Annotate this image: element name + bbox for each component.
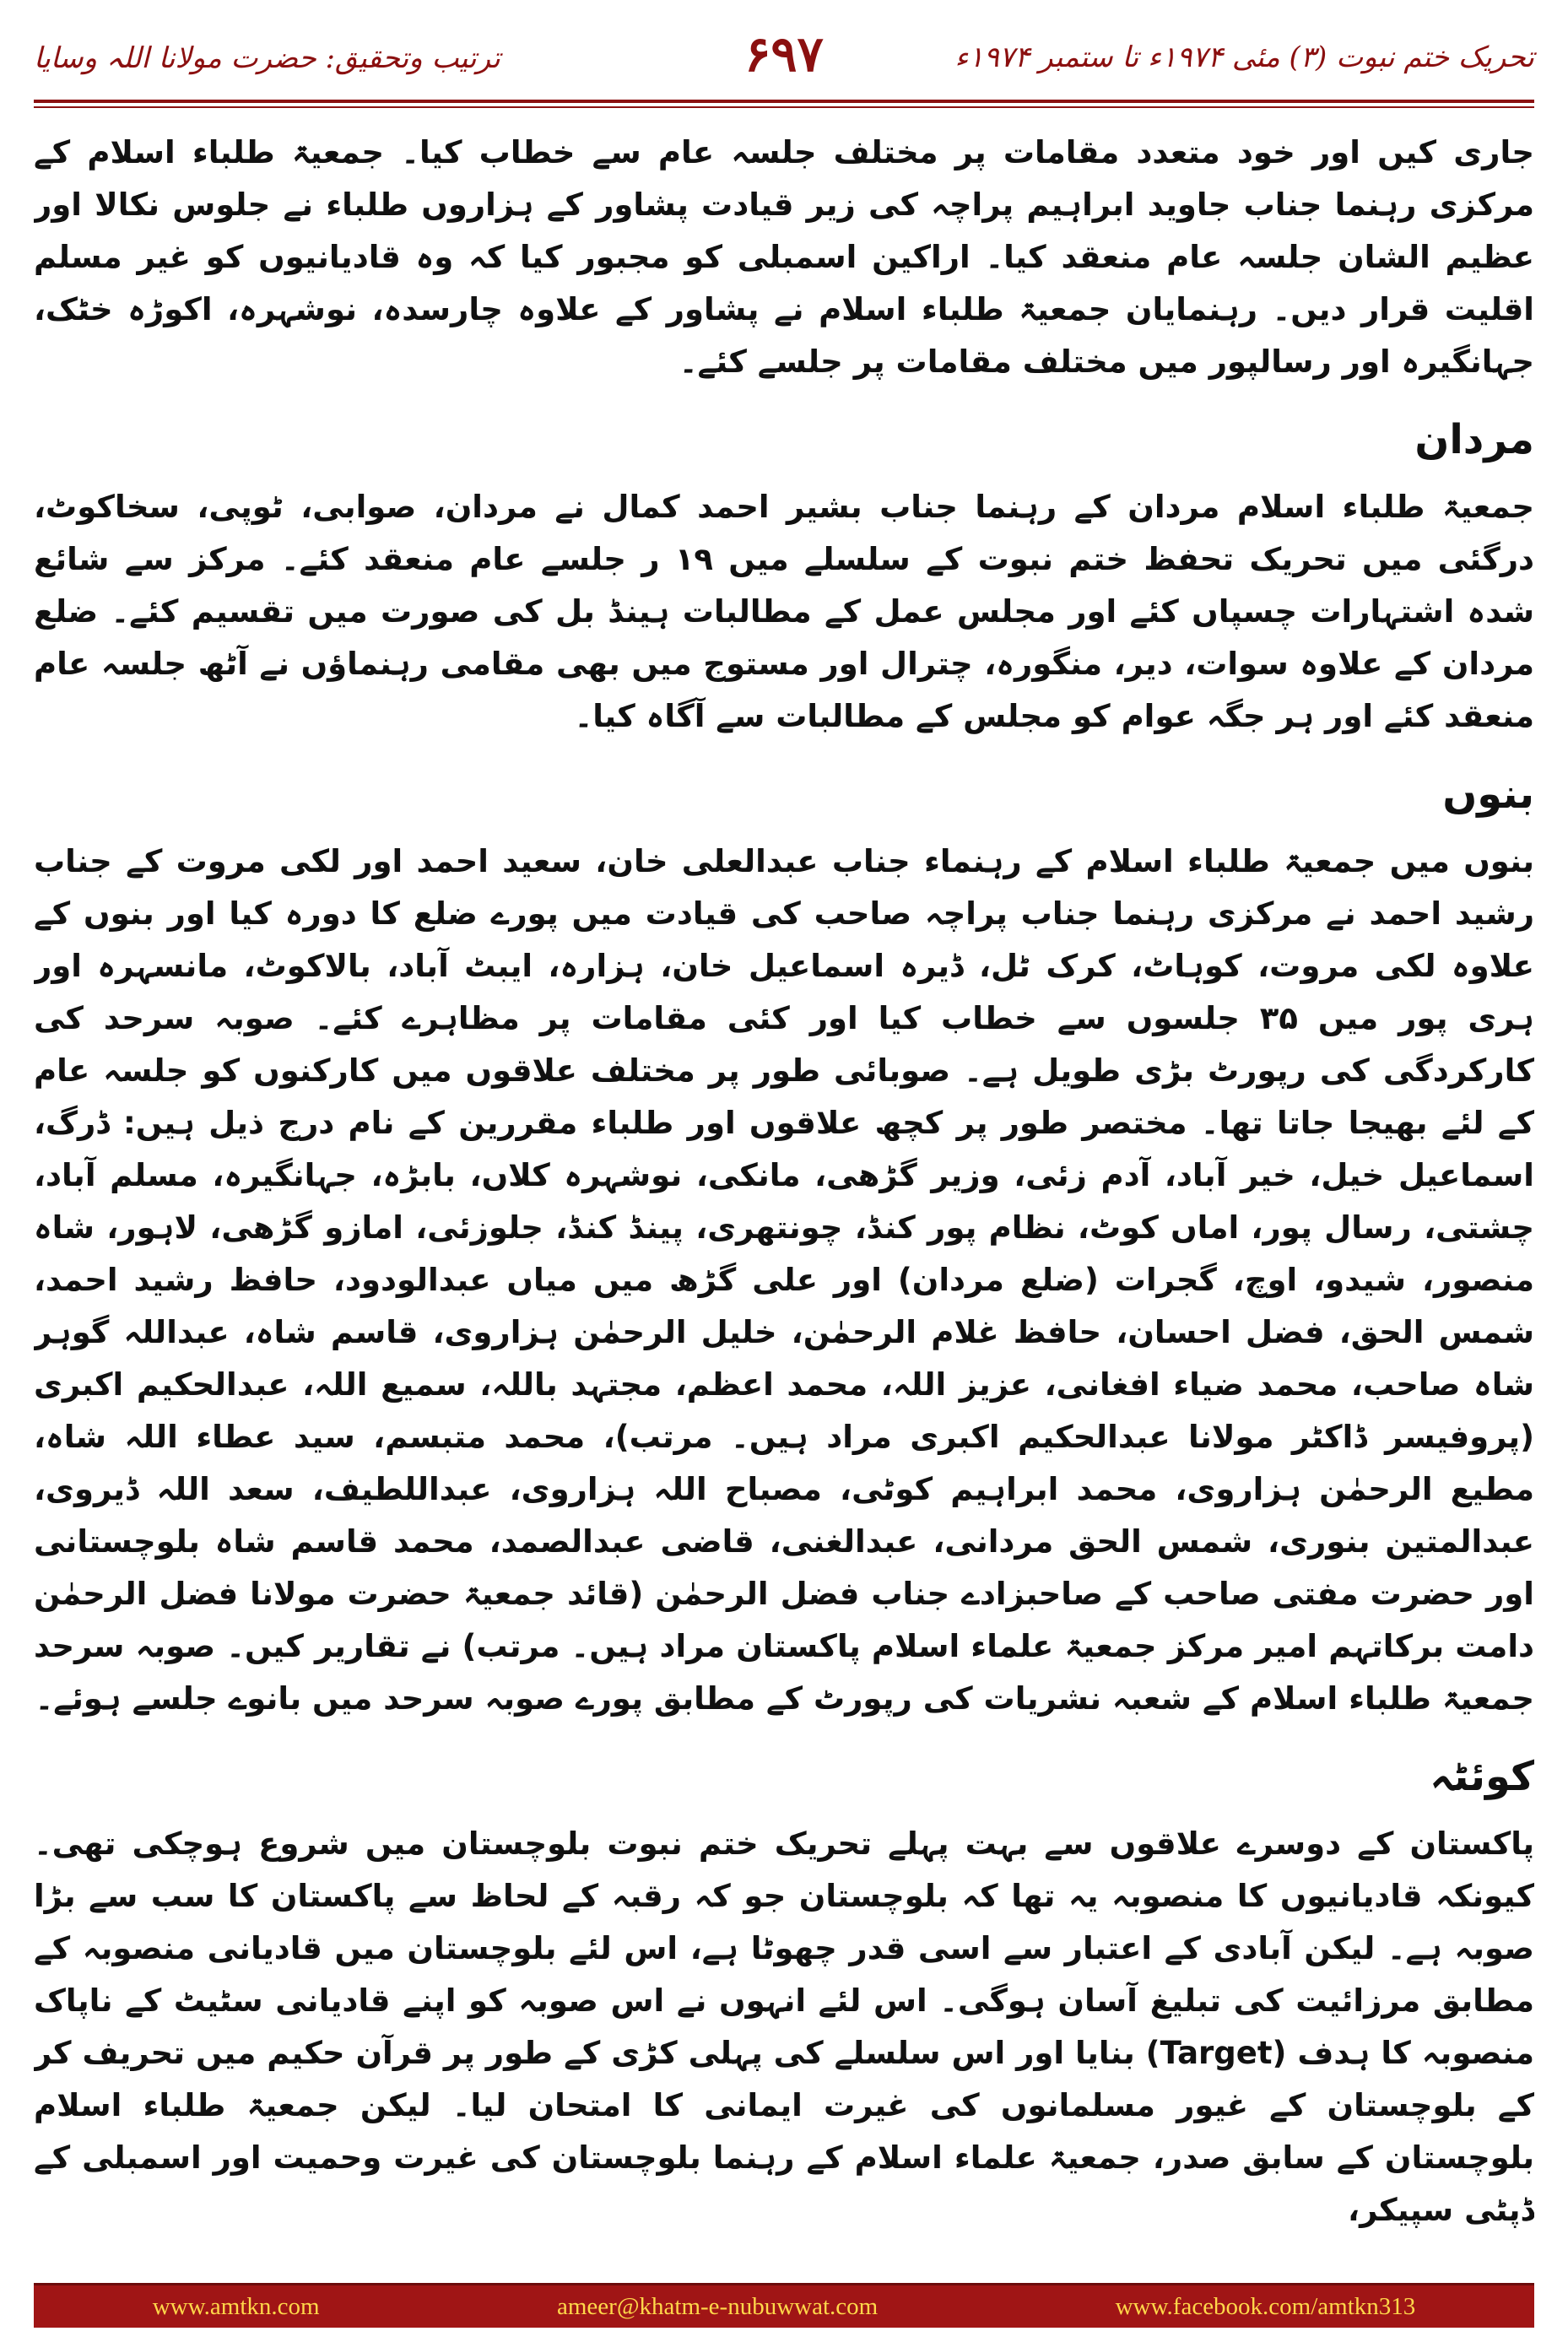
header-rule xyxy=(34,100,1534,103)
page-body xyxy=(34,127,1534,2245)
paragraph-bannu: بنوں میں جمعیۃ طلباء اسلام کے رہنماء جناب عبدالعلی خان، سعید احمد اور لکی مروت کے جناب رشید احمد نے مرکزی رہنما جناب پراچہ صاحب کی قیادت میں پورے ضلع کا دورہ کیا اور بنوں کے علاوہ لکی مروت، کوہاٹ، کرک ٹل، ڈیرہ اسماعیل خان، ہزارہ، ایبٹ آباد، بالاکوٹ، مانسہرہ اور ہری پور میں ۳۵ جلسوں سے خطاب کیا اور کئی مقامات پر مظاہرے کئے۔ صوبہ سرحد کی کارکردگی کی رپورٹ بڑی طویل ہے۔ صوبائی طور پر مختلف علاقوں میں کارکنوں کو جلسہ عام کے لئے بھیجا جاتا تھا۔ مختصر طور پر کچھ علاقوں اور طلباء مقررین کے نام درج ذیل ہیں: ڈرگ، اسماعیل خیل، خیر آباد، آدم زئی، وزیر گڑھی، مانکی، نوشہرہ کلاں، بابڑہ، جہانگیرہ، مسلم آباد، چشتی، رسال پور، اماں کوٹ، نظام پور کنڈ، چونتھری، پینڈ کنڈ، جلوزئی، امازو گڑھی، لاہور، شاہ منصور، شیدو، اوچ، گجرات (ضلع مردان) اور علی گڑھ میں میاں عبدالودود، حافظ رشید احمد، شمس الحق، فضل احسان، حافظ غلام الرحمٰن، خلیل الرحمٰن ہزاروی، قاسم شاہ، عبداللہ گوہر شاہ صاحب، محمد ضیاء افغانی، عزیز اللہ، محمد اعظم، مجتہد باللہ، سمیع اللہ، عبدالحکیم اکبری (پروفیسر ڈاکٹر مولانا عبدالحکیم اکبری مراد ہیں۔ مرتب)، محمد متبسم، سید عطاء اللہ شاہ، مطیع الرحمٰن ہزاروی، محمد ابراہیم کوٹی، مصباح اللہ ہزاروی، عبداللطیف، سعد اللہ ڈیروی، عبدالمتین بنوری، شمس الحق مردانی، عبدالغنی، قاضی عبدالصمد، محمد قاسم شاہ بلوچستانی اور حضرت مفتی صاحب کے صاحبزادے جناب فضل الرحمٰن (قائد جمعیۃ حضرت مولانا فضل الرحمٰن دامت برکاتہم امیر مرکز جمعیۃ علماء اسلام پاکستان مراد ہیں۔ مرتب) نے تقاریر کیں۔ صوبہ سرحد جمعیۃ طلباء اسلام کے شعبہ نشریات کی رپورٹ کے مطابق پورے صوبہ سرحد میں بانوے جلسے ہوئے۔ xyxy=(34,843,1534,1717)
page-number: ۶۹۷ xyxy=(744,25,824,83)
compiler-credit: ترتیب وتحقیق: حضرت مولانا اللہ وسایا xyxy=(34,41,500,75)
paragraph-quetta: پاکستان کے دوسرے علاقوں سے بہت پہلے تحریک ختم نبوت بلوچستان میں شروع ہوچکی تھی۔ کیونکہ قادیانیوں کا منصوبہ یہ تھا کہ بلوچستان جو کہ رقبہ کے لحاظ سے پاکستان کا سب سے بڑا صوبہ ہے۔ لیکن آبادی کے اعتبار سے اسی قدر چھوٹا ہے، اس لئے بلوچستان میں قادیانی منصوبہ کے مطابق مرزائیت کی تبلیغ آسان ہوگی۔ اس لئے انہوں نے اس صوبہ کو اپنے قادیانی سٹیٹ کے ناپاک منصوبہ کا ہدف (Target) بنایا اور اس سلسلے کی پہلی کڑی کے طور پر قرآن حکیم میں تحریف کر کے بلوچستان کے غیور مسلمانوں کی غیرت ایمانی کا امتحان لیا۔ لیکن جمعیۃ طلباء اسلام بلوچستان کے سابق صدر، جمعیۃ علماء اسلام کے رہنما بلوچستان کی غیرت وحمیت اور اسمبلی کے ڈپٹی سپیکر، xyxy=(34,1825,1534,2228)
heading-bannu: بنوں xyxy=(1442,771,1534,818)
book-title: تحریک ختم نبوت (۳) مئی ۱۹۷۴ء تا ستمبر ۱۹۷۴ء xyxy=(954,41,1534,74)
facebook-link[interactable]: www.facebook.com/amtkn313 xyxy=(1115,2292,1416,2320)
heading-mardan: مردان xyxy=(1414,416,1534,463)
header-rule-thin xyxy=(34,106,1534,108)
heading-quetta: کوئٹہ xyxy=(1430,1753,1534,1800)
paragraph-mardan: جمعیۃ طلباء اسلام مردان کے رہنما جناب بشیر احمد کمال نے مردان، صوابی، ٹوپی، سخاکوٹ، درگئی میں تحریک تحفظ ختم نبوت کے سلسلے میں ۱۹ ر جلسے عام منعقد کئے۔ مرکز سے شائع شدہ اشتہارات چسپاں کئے اور مجلس عمل کے مطالبات ہینڈ بل کی صورت میں تقسیم کئے۔ ضلع مردان کے علاوہ سوات، دیر، منگورہ، چترال اور مستوج میں بھی مقامی رہنماؤں نے آٹھ جلسہ عام منعقد کئے اور ہر جگہ عوام کو مجلس کے مطالبات سے آگاہ کیا۔ xyxy=(34,489,1534,734)
website-link[interactable]: www.amtkn.com xyxy=(152,2292,320,2320)
email-link[interactable]: ameer@khatm-e-nubuwwat.com xyxy=(556,2292,879,2320)
page-header xyxy=(34,25,1534,101)
page-footer xyxy=(34,2283,1534,2328)
paragraph-peshawar: جاری کیں اور خود متعدد مقامات پر مختلف جلسہ عام سے خطاب کیا۔ جمعیۃ طلباء اسلام کے مرکزی رہنما جناب جاوید ابراہیم پراچہ کی زیر قیادت پشاور کے ہزاروں طلباء نے جلوس نکالا اور عظیم الشان جلسہ عام منعقد کیا۔ اراکین اسمبلی کو مجبور کیا کہ وہ قادیانیوں کو غیر مسلم اقلیت قرار دیں۔ رہنمایان جمعیۃ طلباء اسلام نے پشاور کے علاوہ چارسدہ، نوشہرہ، اکوڑہ خٹک، جہانگیرہ اور رسالپور میں مختلف مقامات پر جلسے کئے۔ xyxy=(34,134,1534,380)
